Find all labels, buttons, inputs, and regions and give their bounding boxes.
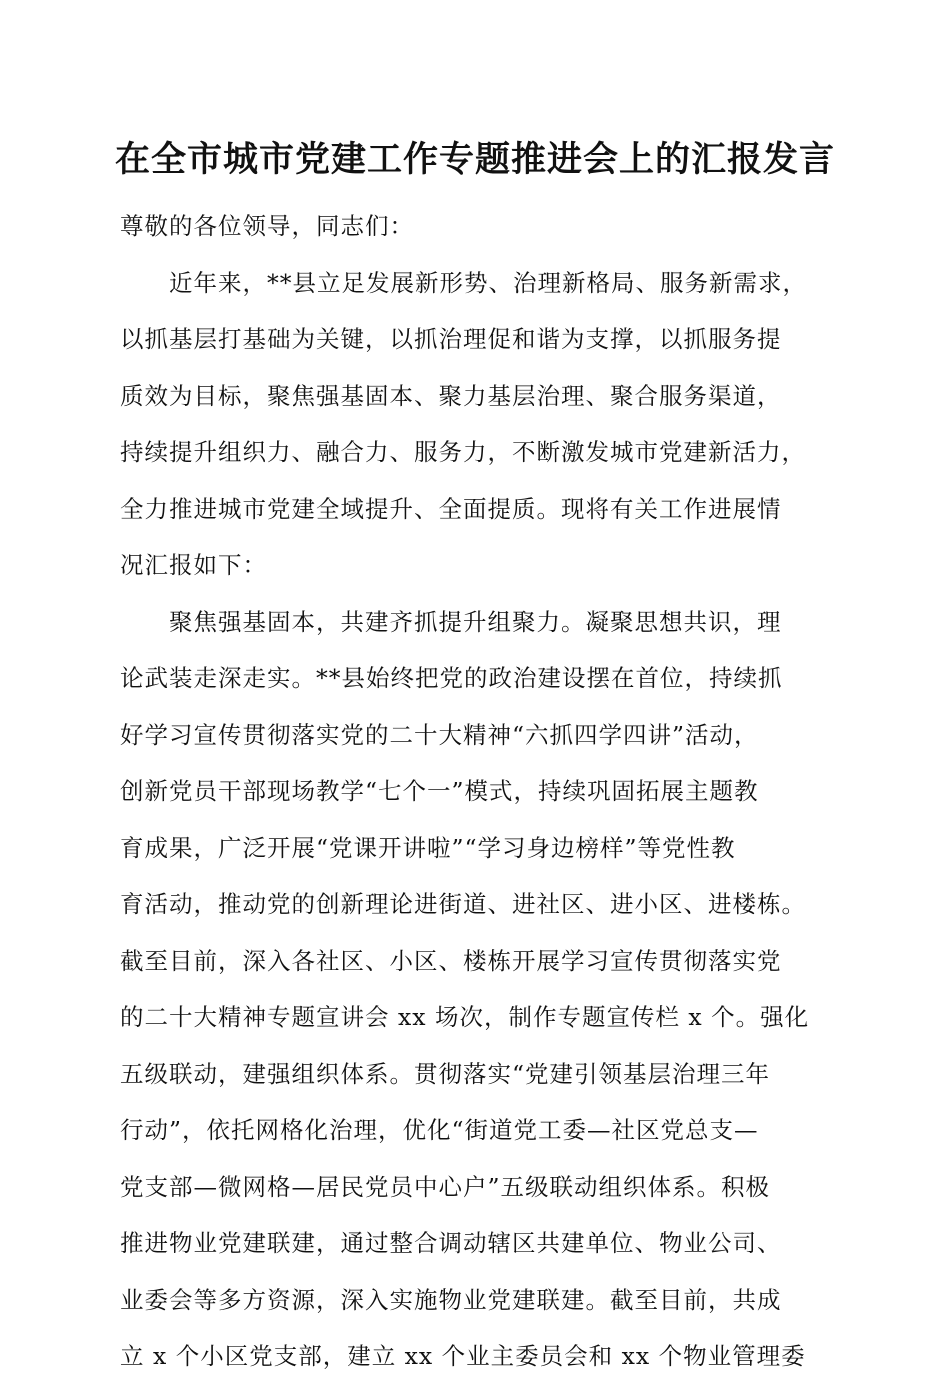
paragraph-2-line: 立 x 个小区党支部，建立 xx 个业主委员会和 xx 个物业管理委	[120, 1342, 806, 1370]
paragraph-1	[120, 255, 836, 594]
paragraph-1-line: 以抓基层打基础为关键，以抓治理促和谐为支撑，以抓服务提	[120, 325, 782, 353]
paragraph-2-line: 五级联动，建强组织体系。贯彻落实“党建引领基层治理三年	[120, 1059, 771, 1088]
paragraph-2-line: 行动”，依托网格化治理，优化“街道党工委—社区党总支—	[120, 1116, 759, 1144]
paragraph-2-line: 创新党员干部现场教学“七个一”模式，持续巩固拓展主题教	[120, 777, 759, 805]
paragraph-2-line: 好学习宣传贯彻落实党的二十大精神“六抓四学四讲”活动，	[120, 720, 759, 749]
paragraph-1-line: 持续提升组织力、融合力、服务力，不断激发城市党建新活力，	[120, 438, 806, 466]
paragraph-2-line: 的二十大精神专题宣讲会 xx 场次，制作专题宣传栏 x 个。强化	[120, 1003, 810, 1031]
paragraph-2-line: 聚焦强基固本，共建齐抓提升组聚力。凝聚思想共识，理	[169, 607, 782, 636]
document-body	[120, 198, 836, 1385]
paragraph-1-line: 况汇报如下：	[120, 551, 267, 579]
paragraph-2-line: 育活动，推动党的创新理论进街道、进社区、进小区、进楼栋。	[120, 890, 806, 918]
document-title: 在全市城市党建工作专题推进会上的汇报发言	[114, 139, 835, 180]
paragraph-2-line: 业委会等多方资源，深入实施物业党建联建。截至目前，共成	[120, 1285, 782, 1314]
paragraph-1-line: 质效为目标，聚焦强基固本、聚力基层治理、聚合服务渠道，	[120, 381, 782, 410]
paragraph-2	[120, 594, 836, 1385]
paragraph-2-line: 论武装走深走实。**县始终把党的政治建设摆在首位，持续抓	[120, 664, 783, 692]
paragraph-1-line: 全力推进城市党建全域提升、全面提质。现将有关工作进展情	[120, 494, 782, 523]
paragraph-2-line: 党支部—微网格—居民党员中心户”五级联动组织体系。积极	[120, 1172, 771, 1201]
paragraph-2-line: 育成果，广泛开展“党课开讲啦”“学习身边榜样”等党性教	[120, 833, 736, 862]
paragraph-2-line: 截至目前，深入各社区、小区、楼栋开展学习宣传贯彻落实党	[120, 946, 782, 975]
salutation: 尊敬的各位领导，同志们：	[120, 212, 414, 240]
paragraph-1-line: 近年来，**县立足发展新形势、治理新格局、服务新需求，	[169, 268, 807, 297]
paragraph-2-line: 推进物业党建联建，通过整合调动辖区共建单位、物业公司、	[120, 1229, 782, 1257]
